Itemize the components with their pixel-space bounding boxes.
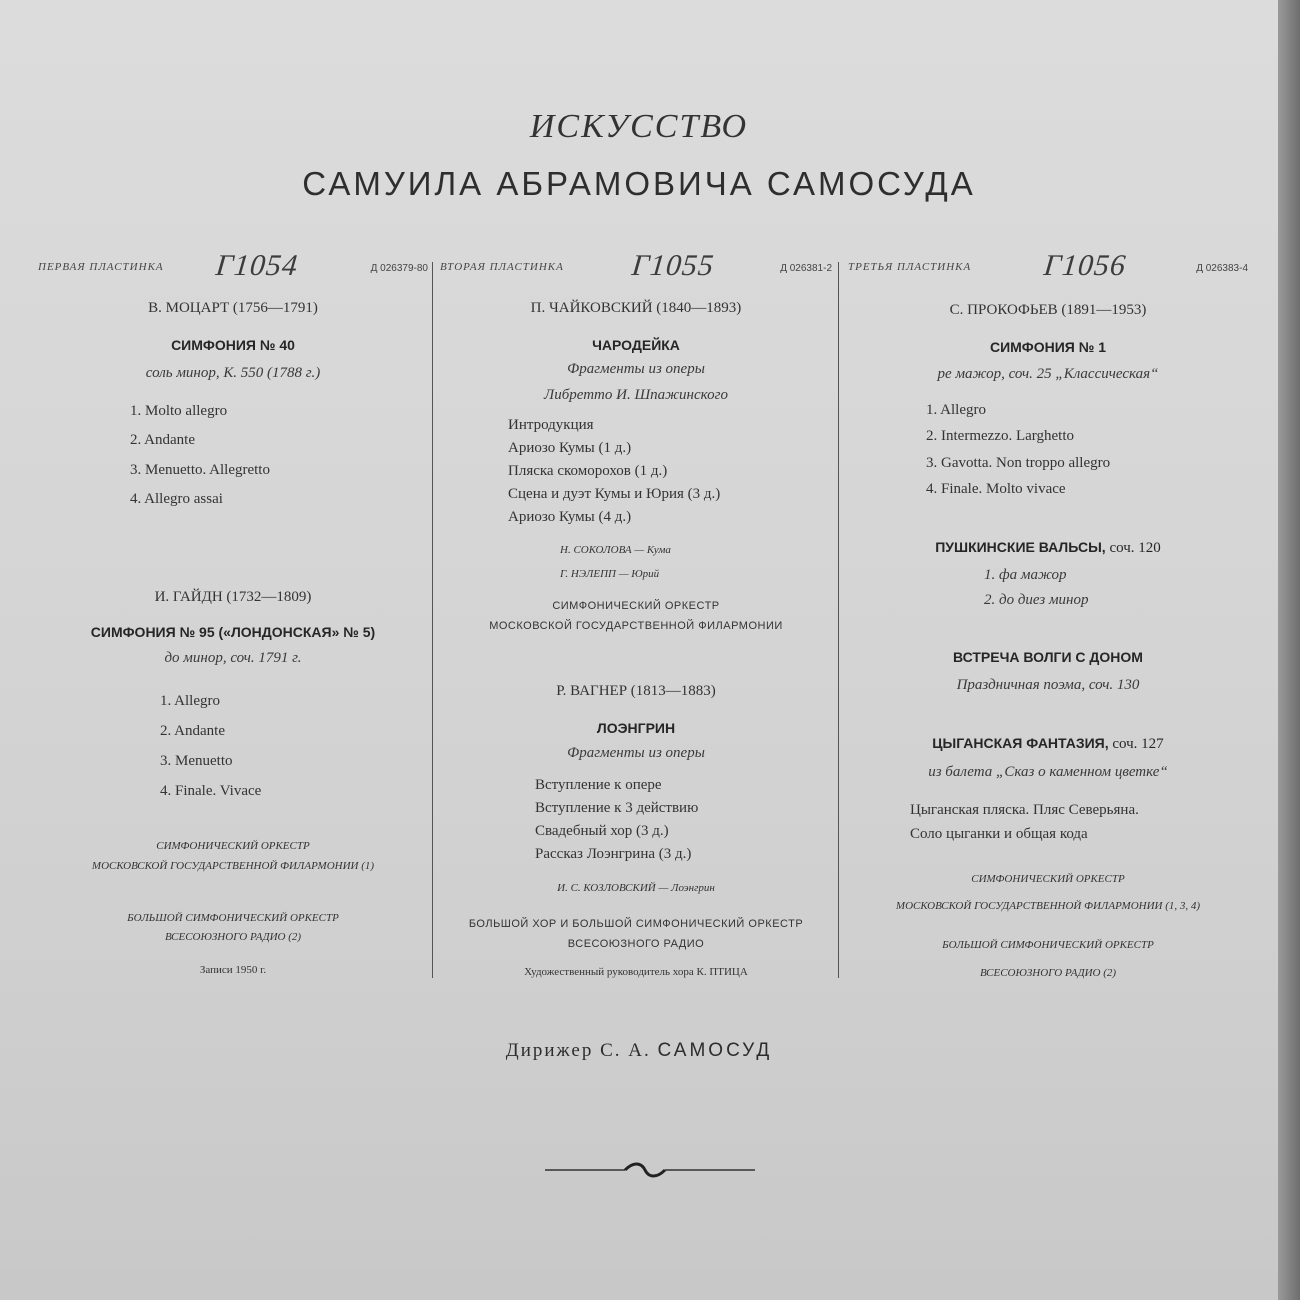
disc1-recording-year: Записи 1950 г. <box>199 964 267 976</box>
disc3-work2-title <box>848 539 1248 557</box>
disc3-composer1: С. ПРОКОФЬЕВ (1891—1953) <box>949 302 1147 318</box>
disc2-column <box>440 249 832 995</box>
disc3-orchestra1-line1: СИМФОНИЧЕСКИЙ ОРКЕСТР <box>971 873 1125 885</box>
disc1-work1-title: СИМФОНИЯ № 40 <box>171 337 295 353</box>
disc3-work2-opus: соч. 120 <box>1105 540 1161 556</box>
disc3-work4-desc2: Соло цыганки и общая кода <box>910 826 1088 842</box>
disc2-work2-part: Рассказ Лоэнгрина (3 д.) <box>535 846 692 862</box>
disc3-work3-title: ВСТРЕЧА ВОЛГИ С ДОНОМ <box>953 649 1143 665</box>
disc3-label: ТРЕТЬЯ ПЛАСТИНКА <box>848 261 972 273</box>
disc2-work2-part: Вступление к опере <box>535 777 662 793</box>
disc2-composer1: П. ЧАЙКОВСКИЙ (1840—1893) <box>530 300 742 316</box>
disc1-work1-movement: 3. Menuetto. Allegretto <box>130 462 270 478</box>
disc2-choir-line1: БОЛЬШОЙ ХОР И БОЛЬШОЙ СИМФОНИЧЕСКИЙ ОРКЕСТР <box>468 918 804 930</box>
disc2-work1-part: Интродукция <box>508 417 594 433</box>
disc3-work3-subtitle: Праздничная поэма, соч. 130 <box>956 677 1140 693</box>
disc1-work1-movement: 1. Molto allegro <box>130 403 228 419</box>
column-divider-2 <box>838 262 839 978</box>
disc3-column <box>848 249 1248 995</box>
disc2-catalog: Д 026381-2 <box>780 263 832 274</box>
disc3-orchestra1-line2: МОСКОВСКОЙ ГОСУДАРСТВЕННОЙ ФИЛАРМОНИИ (1, 3, 4) <box>895 900 1201 912</box>
conductor-label: Дирижер С. А. <box>505 1040 651 1061</box>
disc2-work1-part: Ариозо Кумы (1 д.) <box>508 440 632 456</box>
disc2-work1-subtitle2: Либретто И. Шпажинского <box>544 387 728 403</box>
disc2-singer2: Г. НЭЛЕПП — Юрий <box>560 568 660 580</box>
disc3-orchestra2-line2: ВСЕСОЮЗНОГО РАДИО (2) <box>979 967 1117 979</box>
disc1-work2-movement: 2. Andante <box>160 723 225 739</box>
disc1-orchestra2-line1: БОЛЬШОЙ СИМФОНИЧЕСКИЙ ОРКЕСТР <box>127 912 339 924</box>
disc3-work2-part: 1. фа мажор <box>984 567 1067 583</box>
conductor-credit <box>0 1040 1278 1062</box>
disc2-composer2: Р. ВАГНЕР (1813—1883) <box>556 683 716 699</box>
disc1-work1-movement: 2. Andante <box>130 432 195 448</box>
disc2-work1-subtitle1: Фрагменты из оперы <box>567 361 705 377</box>
disc1-work1-movement: 4. Allegro assai <box>130 491 223 507</box>
disc2-choir-director: Художественный руководитель хора К. ПТИЦА <box>524 966 748 978</box>
disc3-work4-desc1: Цыганская пляска. Пляс Северьяна. <box>910 802 1139 818</box>
disc1-column <box>38 249 428 995</box>
disc3-work1-title: СИМФОНИЯ № 1 <box>989 339 1107 355</box>
disc3-work2-part: 2. до диез минор <box>984 592 1089 608</box>
disc3-work2-name: ПУШКИНСКИЕ ВАЛЬСЫ, <box>935 539 1106 555</box>
column-divider-1 <box>432 262 433 978</box>
disc1-work2-title: СИМФОНИЯ № 95 («ЛОНДОНСКАЯ» № 5) <box>90 624 376 640</box>
conductor-name: САМОСУД <box>657 1040 773 1061</box>
disc2-work2-part: Вступление к 3 действию <box>535 800 699 816</box>
disc1-orchestra2-line2: ВСЕСОЮЗНОГО РАДИО (2) <box>164 931 302 943</box>
title-line1: ИСКУССТВО <box>529 108 749 145</box>
disc3-handwritten-number: Г1056 <box>1042 249 1128 282</box>
disc2-choir-line2: ВСЕСОЮЗНОГО РАДИО <box>567 938 705 950</box>
disc2-handwritten-number: Г1055 <box>630 249 716 282</box>
disc3-work4-title <box>848 735 1248 753</box>
disc3-work1-movement: 3. Gavotta. Non troppo allegro <box>926 455 1111 471</box>
disc2-label: ВТОРАЯ ПЛАСТИНКА <box>440 261 564 273</box>
disc2-singer1: Н. СОКОЛОВА — Кума <box>560 544 671 556</box>
ornament-divider <box>545 1160 755 1180</box>
disc1-orchestra1-line1: СИМФОНИЧЕСКИЙ ОРКЕСТР <box>156 840 310 852</box>
disc2-work2-part: Свадебный хор (3 д.) <box>535 823 669 839</box>
disc2-singer3: И. С. КОЗЛОВСКИЙ — Лоэнгрин <box>557 882 715 894</box>
disc2-work1-part: Ариозо Кумы (4 д.) <box>508 509 632 525</box>
disc2-orchestra-line1: СИМФОНИЧЕСКИЙ ОРКЕСТР <box>552 600 720 612</box>
disc3-work4-opus: соч. 127 <box>1108 736 1164 752</box>
sleeve-edge <box>1278 0 1300 1300</box>
disc2-work2-subtitle: Фрагменты из оперы <box>567 745 705 761</box>
title-line2: САМУИЛА АБРАМОВИЧА САМОСУДА <box>302 165 976 202</box>
disc3-work1-movement: 2. Intermezzo. Larghetto <box>926 428 1074 444</box>
disc1-label: ПЕРВАЯ ПЛАСТИНКА <box>38 261 164 273</box>
disc2-work1-title: ЧАРОДЕЙКА <box>592 337 680 353</box>
disc1-composer1: В. МОЦАРТ (1756—1791) <box>148 300 318 316</box>
disc1-work2-movement: 4. Finale. Vivace <box>160 783 262 799</box>
disc1-work1-subtitle: соль минор, К. 550 (1788 г.) <box>145 365 321 381</box>
disc2-orchestra-line2: МОСКОВСКОЙ ГОСУДАРСТВЕННОЙ ФИЛАРМОНИИ <box>489 620 783 632</box>
disc1-work2-movement: 3. Menuetto <box>160 753 233 769</box>
disc2-work1-part: Пляска скоморохов (1 д.) <box>508 463 668 479</box>
disc1-handwritten-number: Г1054 <box>214 249 300 282</box>
disc3-work4-subtitle: из балета „Сказ о каменном цветке“ <box>928 764 1168 780</box>
disc1-orchestra1-line2: МОСКОВСКОЙ ГОСУДАРСТВЕННОЙ ФИЛАРМОНИИ (1) <box>91 860 375 872</box>
disc3-orchestra2-line1: БОЛЬШОЙ СИМФОНИЧЕСКИЙ ОРКЕСТР <box>942 939 1154 951</box>
disc1-work2-movement: 1. Allegro <box>160 693 220 709</box>
disc1-catalog: Д 026379-80 <box>370 263 428 274</box>
disc1-work2-subtitle: до минор, соч. 1791 г. <box>164 650 302 666</box>
disc3-work1-subtitle: ре мажор, соч. 25 „Классическая“ <box>937 366 1159 382</box>
disc1-composer2: И. ГАЙДН (1732—1809) <box>154 589 312 605</box>
disc3-work4-name: ЦЫГАНСКАЯ ФАНТАЗИЯ, <box>932 735 1109 751</box>
disc3-work1-movement: 4. Finale. Molto vivace <box>926 481 1066 497</box>
disc3-work1-movement: 1. Allegro <box>926 402 986 418</box>
disc2-work2-title: ЛОЭНГРИН <box>596 720 676 736</box>
disc3-catalog: Д 026383-4 <box>1196 263 1248 274</box>
disc2-work1-part: Сцена и дуэт Кумы и Юрия (3 д.) <box>508 486 721 502</box>
